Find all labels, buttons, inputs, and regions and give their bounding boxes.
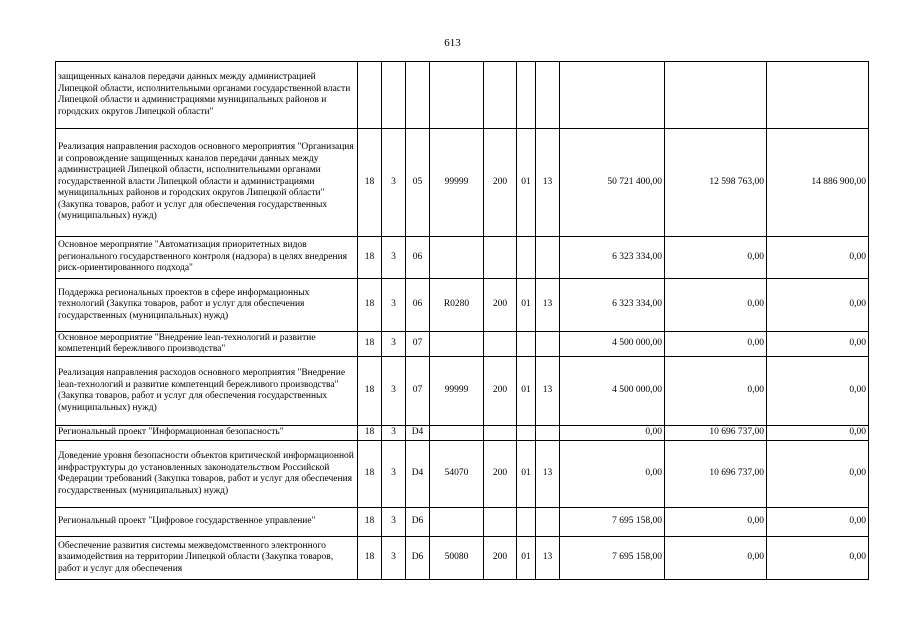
- amount-year-2: 0,00: [665, 279, 767, 332]
- row-name: Основное мероприятие "Внедрение lean-технологий и развитие компетенций бережливого производства": [56, 332, 358, 357]
- amount-year-2: 0,00: [665, 332, 767, 357]
- code-ministry: 18: [358, 357, 382, 426]
- code-expense-type: 200: [484, 537, 517, 580]
- amount-year-3: 0,00: [767, 441, 869, 508]
- code-expense-type: [484, 332, 517, 357]
- amount-year-3: 0,00: [767, 426, 869, 441]
- amount-year-2: 12 598 763,00: [665, 129, 767, 237]
- code-subprogram: 3: [382, 129, 406, 237]
- table-row: [56, 537, 869, 580]
- amount-year-1: 7 695 158,00: [560, 508, 665, 537]
- code-subsection: [536, 237, 560, 279]
- amount-year-3: 14 886 900,00: [767, 129, 869, 237]
- code-event: 05: [406, 129, 430, 237]
- code-event: 07: [406, 332, 430, 357]
- code-expense-type: [484, 237, 517, 279]
- code-event: D4: [406, 426, 430, 441]
- amount-year-3: [767, 62, 869, 129]
- table-row: [56, 279, 869, 332]
- row-name: Региональный проект "Цифровое государственное управление": [56, 508, 358, 537]
- code-section: [517, 426, 536, 441]
- table-row: [56, 129, 869, 237]
- code-event: [406, 62, 430, 129]
- code-event: 07: [406, 357, 430, 426]
- code-direction: 54070: [430, 441, 484, 508]
- code-subprogram: 3: [382, 508, 406, 537]
- budget-table: [55, 61, 869, 580]
- amount-year-2: 10 696 737,00: [665, 426, 767, 441]
- code-subprogram: 3: [382, 537, 406, 580]
- code-section: [517, 332, 536, 357]
- code-direction: [430, 426, 484, 441]
- code-section: 01: [517, 279, 536, 332]
- code-ministry: 18: [358, 279, 382, 332]
- table-row: [56, 62, 869, 129]
- code-subsection: [536, 508, 560, 537]
- code-section: 01: [517, 357, 536, 426]
- code-direction: [430, 332, 484, 357]
- table-row: [56, 441, 869, 508]
- code-subprogram: [382, 62, 406, 129]
- code-expense-type: 200: [484, 279, 517, 332]
- code-section: 01: [517, 129, 536, 237]
- amount-year-2: 10 696 737,00: [665, 441, 767, 508]
- code-event: 06: [406, 279, 430, 332]
- row-name: Поддержка региональных проектов в сфере информационных технологий (Закупка товаров, работ и услуг для обеспечения государственных (муниципальных) нужд): [56, 279, 358, 332]
- amount-year-2: [665, 62, 767, 129]
- row-name: Обеспечение развития системы межведомственного электронного взаимодействия на территории Липецкой области (Закупка товаров, работ и услуг для обеспечения: [56, 537, 358, 580]
- code-direction: [430, 62, 484, 129]
- code-ministry: 18: [358, 537, 382, 580]
- code-direction: 50080: [430, 537, 484, 580]
- amount-year-3: 0,00: [767, 237, 869, 279]
- code-subsection: 13: [536, 441, 560, 508]
- code-ministry: 18: [358, 441, 382, 508]
- amount-year-2: 0,00: [665, 508, 767, 537]
- code-direction: [430, 237, 484, 279]
- amount-year-1: 6 323 334,00: [560, 279, 665, 332]
- code-event: D6: [406, 537, 430, 580]
- code-ministry: 18: [358, 508, 382, 537]
- table-row: [56, 332, 869, 357]
- amount-year-2: 0,00: [665, 237, 767, 279]
- code-subsection: [536, 426, 560, 441]
- amount-year-1: 7 695 158,00: [560, 537, 665, 580]
- table-row: [56, 237, 869, 279]
- amount-year-3: 0,00: [767, 357, 869, 426]
- code-expense-type: 200: [484, 129, 517, 237]
- code-expense-type: 200: [484, 357, 517, 426]
- code-subprogram: 3: [382, 332, 406, 357]
- code-expense-type: [484, 426, 517, 441]
- code-subsection: [536, 332, 560, 357]
- amount-year-1: [560, 62, 665, 129]
- page-number: 613: [444, 37, 461, 49]
- row-name: Региональный проект "Информационная безопасность": [56, 426, 358, 441]
- code-section: [517, 508, 536, 537]
- table-row: [56, 357, 869, 426]
- row-name: Реализация направления расходов основного мероприятия "Организация и сопровождение защищенных каналов передачи данных между администрацией Липецкой области, исполнительными органами государственной власти Липецкой области и администрациями муниципальных районов и городских округов Липецкой области" (Закупка товаров, работ и услуг для обеспечения государственных (муниципальных) нужд): [56, 129, 358, 237]
- code-expense-type: [484, 508, 517, 537]
- code-event: D6: [406, 508, 430, 537]
- code-section: 01: [517, 537, 536, 580]
- code-subsection: 13: [536, 279, 560, 332]
- row-name: Доведение уровня безопасности объектов критической информационной инфраструктуры до установленных законодательством Российской Федерации требований (Закупка товаров, работ и услуг для обеспечения государственных (муниципальных) нужд): [56, 441, 358, 508]
- code-direction: 99999: [430, 129, 484, 237]
- code-event: 06: [406, 237, 430, 279]
- code-direction: 99999: [430, 357, 484, 426]
- amount-year-1: 0,00: [560, 441, 665, 508]
- code-subsection: [536, 62, 560, 129]
- row-name: защищенных каналов передачи данных между администрацией Липецкой области, исполнительными органами государственной власти Липецкой области и администрациями муниципальных районов и городских округов Липецкой области": [56, 62, 358, 129]
- code-expense-type: 200: [484, 441, 517, 508]
- code-section: 01: [517, 441, 536, 508]
- amount-year-2: 0,00: [665, 357, 767, 426]
- code-subprogram: 3: [382, 426, 406, 441]
- code-ministry: [358, 62, 382, 129]
- code-event: D4: [406, 441, 430, 508]
- amount-year-3: 0,00: [767, 332, 869, 357]
- code-direction: [430, 508, 484, 537]
- table-row: [56, 508, 869, 537]
- code-subsection: 13: [536, 537, 560, 580]
- amount-year-3: 0,00: [767, 537, 869, 580]
- code-ministry: 18: [358, 332, 382, 357]
- code-subprogram: 3: [382, 237, 406, 279]
- amount-year-1: 4 500 000,00: [560, 332, 665, 357]
- code-ministry: 18: [358, 237, 382, 279]
- code-ministry: 18: [358, 129, 382, 237]
- row-name: Основное мероприятие "Автоматизация приоритетных видов регионального государственного контроля (надзора) в целях внедрения риск-ориентированного подхода": [56, 237, 358, 279]
- table-row: [56, 426, 869, 441]
- code-subsection: 13: [536, 357, 560, 426]
- amount-year-1: 0,00: [560, 426, 665, 441]
- code-direction: R0280: [430, 279, 484, 332]
- amount-year-1: 6 323 334,00: [560, 237, 665, 279]
- code-section: [517, 62, 536, 129]
- code-expense-type: [484, 62, 517, 129]
- amount-year-1: 4 500 000,00: [560, 357, 665, 426]
- code-subprogram: 3: [382, 279, 406, 332]
- code-subprogram: 3: [382, 357, 406, 426]
- code-subprogram: 3: [382, 441, 406, 508]
- amount-year-3: 0,00: [767, 279, 869, 332]
- code-subsection: 13: [536, 129, 560, 237]
- row-name: Реализация направления расходов основного мероприятия "Внедрение lean-технологий и развитие компетенций бережливого производства" (Закупка товаров, работ и услуг для обеспечения государственных (муниципальных) нужд): [56, 357, 358, 426]
- amount-year-1: 50 721 400,00: [560, 129, 665, 237]
- amount-year-3: 0,00: [767, 508, 869, 537]
- amount-year-2: 0,00: [665, 537, 767, 580]
- code-section: [517, 237, 536, 279]
- code-ministry: 18: [358, 426, 382, 441]
